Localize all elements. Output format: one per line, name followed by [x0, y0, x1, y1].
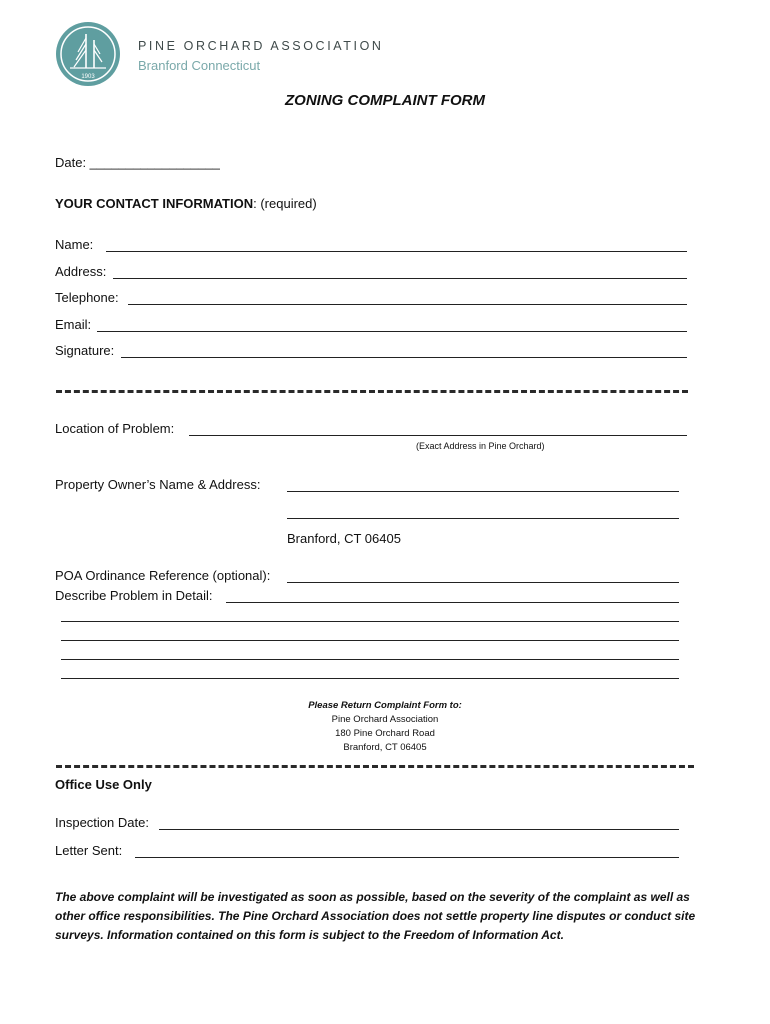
describe-line[interactable]	[61, 640, 679, 641]
name-field[interactable]	[106, 251, 687, 252]
pine-tree-icon	[56, 22, 120, 86]
owner-city: Branford, CT 06405	[287, 531, 401, 546]
location-label: Location of Problem:	[55, 421, 175, 436]
contact-heading-note: : (required)	[253, 196, 317, 211]
owner-name-field[interactable]	[287, 491, 679, 492]
pine-tree-logo	[56, 22, 120, 86]
telephone-field[interactable]	[128, 304, 687, 305]
return-line-3: Branford, CT 06405	[343, 742, 427, 753]
inspection-date-label: Inspection Date:	[55, 815, 149, 830]
inspection-date-field[interactable]	[159, 829, 679, 830]
organization-location: Branford Connecticut	[138, 58, 261, 73]
name-label: Name:	[55, 237, 94, 252]
location-hint: (Exact Address in Pine Orchard)	[416, 441, 545, 451]
signature-label: Signature:	[55, 343, 115, 358]
letter-sent-label: Letter Sent:	[55, 843, 123, 858]
return-line-2: 180 Pine Orchard Road	[335, 728, 435, 739]
return-info	[0, 699, 770, 755]
owner-label: Property Owner’s Name & Address:	[55, 477, 261, 492]
return-heading: Please Return Complaint Form to:	[308, 700, 462, 711]
return-line-1: Pine Orchard Association	[331, 714, 439, 725]
signature-field[interactable]	[121, 357, 687, 358]
contact-heading	[55, 196, 317, 211]
date-label: Date: __________________	[55, 155, 220, 170]
organization-name: PINE ORCHARD ASSOCIATION	[138, 39, 384, 53]
describe-field[interactable]	[226, 602, 679, 603]
describe-label: Describe Problem in Detail:	[55, 588, 213, 603]
email-field[interactable]	[97, 331, 687, 332]
telephone-label: Telephone:	[55, 290, 119, 305]
letter-sent-field[interactable]	[135, 857, 679, 858]
location-field[interactable]	[189, 435, 687, 436]
ordinance-field[interactable]	[287, 582, 679, 583]
describe-line[interactable]	[61, 659, 679, 660]
footer-note: The above complaint will be investigated as soon as possible, based on the severity of the complaint as well as other office responsibilities. The Pine Orchard Association does not settle property line disputes or conduct site surveys. Information contained on this form is subject to the Freedom of Information Act.	[55, 890, 696, 942]
address-label: Address:	[55, 264, 107, 279]
section-divider	[56, 765, 694, 768]
office-use-heading: Office Use Only	[55, 777, 152, 792]
section-divider	[56, 390, 688, 393]
email-label: Email:	[55, 317, 92, 332]
logo-year: 1903	[81, 74, 95, 80]
address-field[interactable]	[113, 278, 687, 279]
form-title: ZONING COMPLAINT FORM	[285, 92, 485, 109]
describe-line[interactable]	[61, 678, 679, 679]
ordinance-label: POA Ordinance Reference (optional):	[55, 568, 271, 583]
contact-heading-bold: YOUR CONTACT INFORMATION	[55, 196, 254, 211]
owner-address-field[interactable]	[287, 518, 679, 519]
describe-line[interactable]	[61, 621, 679, 622]
